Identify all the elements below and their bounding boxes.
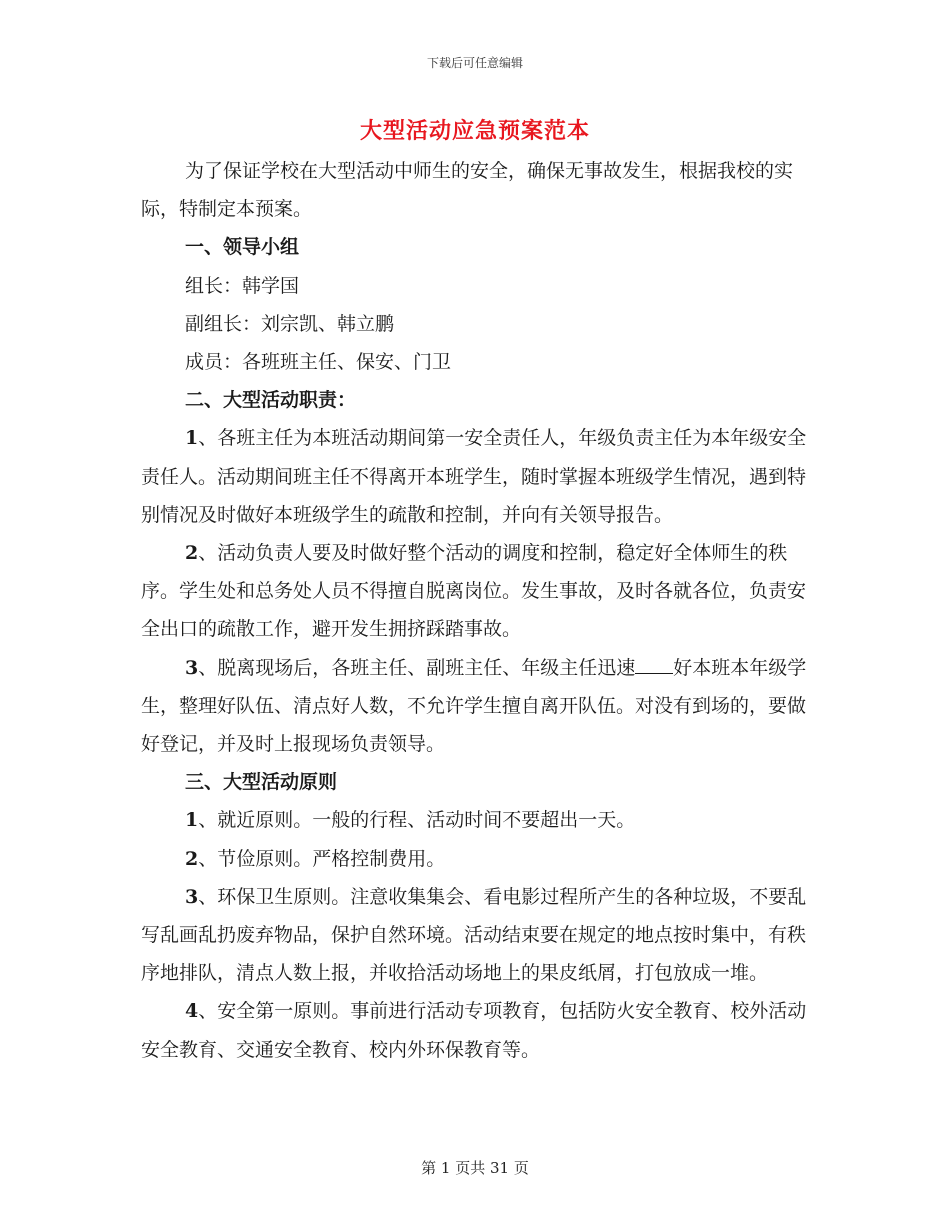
- duty-item-number: 1: [185, 427, 199, 450]
- principle-item-number: 2: [185, 847, 199, 870]
- principle-item-text: 、就近原则。一般的行程、活动时间不要超出一天。: [198, 809, 636, 832]
- principle-item-2: [141, 840, 821, 878]
- duty-item-number: 3: [185, 656, 199, 679]
- principle-item-3: [141, 878, 821, 993]
- principle-item-text: 、环保卫生原则。注意收集集会、看电影过程所产生的各种垃圾，不要乱写乱画乱扔废弃物品，保护自然环境。活动结束要在规定的地点按时集中，有秩序地排队，清点人数上报，并收拾活动场地上的果皮纸屑，打包放成一堆。: [141, 885, 807, 985]
- principle-item-4: [141, 992, 821, 1068]
- section-heading-principles: 三、大型活动原则: [185, 771, 338, 794]
- leader-line: 组长：韩学国: [185, 274, 300, 297]
- page-number-footer: 第 1 页共 31 页: [421, 1159, 529, 1177]
- duty-item-text: 、活动负责人要及时做好整个活动的调度和控制，稳定好全体师生的秩序。学生处和总务处人员不得擅自脱离岗位。发生事故，及时各就各位，负责安全出口的疏散工作，避开发生拥挤踩踏事故。: [141, 542, 807, 641]
- principle-item-text: 、安全第一原则。事前进行活动专项教育，包括防火安全教育、校外活动安全教育、交通安全教育、校内外环保教育等。: [141, 1000, 807, 1061]
- duty-item-2: [141, 534, 821, 649]
- duty-item-3: [141, 649, 821, 764]
- fill-in-blank: [635, 655, 673, 674]
- duty-item-text: 、各班主任为本班活动期间第一安全责任人，年级负责主任为本年级安全责任人。活动期间班主任不得离开本班学生，随时掌握本班级学生情况，遇到特别情况及时做好本班级学生的疏散和控制，并向有关领导报告。: [141, 427, 807, 526]
- section-heading-duties: 二、大型活动职责：: [185, 389, 357, 412]
- header-note: 下载后可任意编辑: [426, 56, 523, 70]
- members-line: 成员：各班班主任、保安、门卫: [185, 351, 452, 374]
- document-body: [141, 152, 821, 1069]
- principle-item-number: 1: [185, 809, 199, 832]
- deputy-line: 副组长：刘宗凯、韩立鹏: [185, 312, 395, 335]
- section-heading-leadership: 一、领导小组: [185, 236, 300, 259]
- principle-item-number: 3: [185, 885, 199, 908]
- principle-item-1: [141, 801, 821, 839]
- document-title: 大型活动应急预案范本: [359, 118, 590, 144]
- duty-item-text-before: 、脱离现场后，各班主任、副班主任、年级主任迅速: [198, 656, 636, 679]
- duty-item-text-after: 好本班本年级学生，整理好队伍、清点好人数，不允许学生擅自离开队伍。对没有到场的，要做好登记，并及时上报现场负责领导。: [141, 656, 807, 756]
- principle-item-number: 4: [185, 1000, 199, 1023]
- principle-item-text: 、节俭原则。严格控制费用。: [198, 847, 446, 870]
- duty-item-number: 2: [185, 542, 199, 565]
- duty-item-1: [141, 419, 821, 534]
- intro-paragraph: 为了保证学校在大型活动中师生的安全，确保无事故发生，根据我校的实际，特制定本预案。: [141, 160, 794, 221]
